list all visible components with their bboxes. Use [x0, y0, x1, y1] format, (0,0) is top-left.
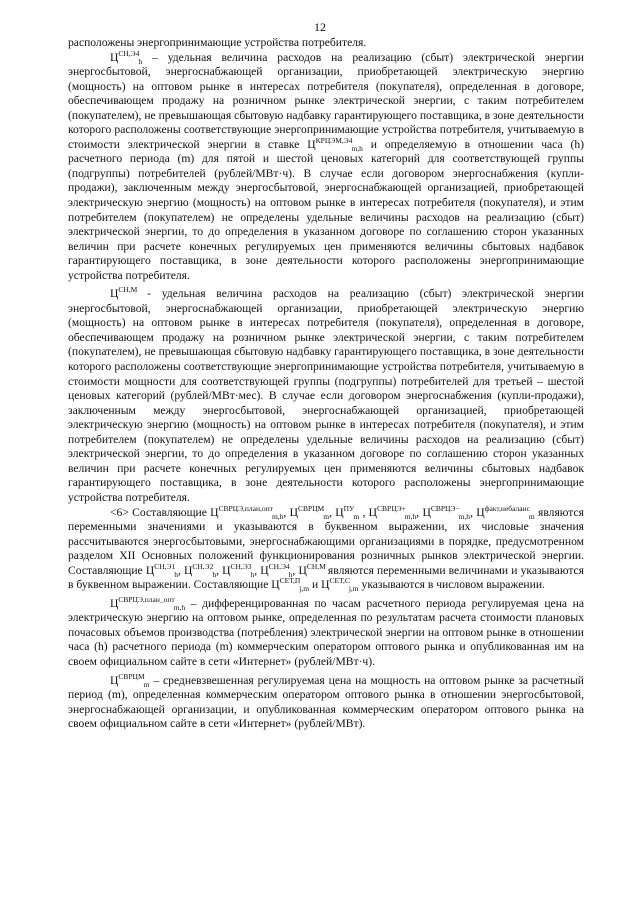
formula-symbol: $Ц^{СН,М}$	[298, 561, 326, 577]
formula-symbol: $Ц^{СЕТ,С}_{j,m}$	[321, 576, 359, 594]
formula-symbol: $Ц^{СН,Э2}_h$	[183, 561, 217, 579]
formula-symbol: $Ц^{ПУ}_m$	[335, 503, 360, 521]
formula-symbol: $Ц^{СВРЦМ}_m$	[289, 503, 330, 521]
formula-symbol: $Ц^{СН,Э1}_h$	[145, 561, 178, 579]
formula-symbol: $Ц^{СВРЦМ}_m$	[110, 671, 150, 689]
paragraph-continuation: расположены энергопринимающие устройства потребителя.	[68, 36, 367, 49]
formula-symbol: $Ц^{СВРЦЭ+}_{m,h}$	[368, 503, 417, 521]
formula-symbol: $Ц^{СВРЦЭ,план\_опт}_{m,h}$	[110, 594, 186, 612]
formula-symbol: $Ц^{СН,Э4}_h$	[260, 561, 293, 579]
formula-symbol: $Ц^{СВРЦЭ-}_{m,h}$	[422, 503, 471, 521]
document-body	[68, 36, 584, 732]
formula-symbol: $Ц^{СН,Э4}_h$	[110, 48, 143, 66]
definition-sn-e4: $Ц^{СН,Э4}_h$ – удельная величина расходов на реализацию (сбыт) электрической энергии энергосбытовой, энергоснабжающей организации, приобретающей электрическую энергию (мощность) на оптовом рынке в интересах потребителя (покупателя), определенная в договоре, обеспечивающем продажу на розничном рынке электрической энергии, с таким потребителем (покупателем), не превышающая сбытовую надбавку гарантирующего поставщика, в зоне деятельности которого расположены соответствующие энергопринимающие устройства потребителя, учитываемую в стоимости электрической энергии в ставке $Ц^{КРЦЭМ,Э4}_{m,h}$ и определяемую в отношении часа (h) расчетного периода (m) для пятой и шестой ценовых категорий для соответствующей группы (подгруппы) потребителей (рублей/МВт·ч). В случае если договором энергоснабжения (купли-продажи), заключенным между энергосбытовой, энергоснабжающей организацией, приобретающей электрическую энергию (мощность) на оптовом рынке в интересах потребителя (покупателя), и этим потребителем (покупателем) не определены удельные величины расходов на реализацию (сбыт) электрической энергии, то до определения в указанном договоре по соглашению сторон указанных величин при расчете конечных регулируемых цен применяются величины сбытовых надбавок гарантирующего поставщика, в зоне деятельности которого расположены энергопринимающие устройства потребителя.	[68, 48, 584, 282]
formula-symbol: $Ц^{СЕТ,П}_{j,m}$	[271, 576, 310, 594]
formula-symbol: $Ц^{факт,небаланс}_m$	[476, 503, 535, 521]
page-number: 12	[314, 20, 326, 34]
formula-symbol: $Ц^{СН,М}$	[110, 285, 138, 301]
definition-svrcm: $Ц^{СВРЦМ}_m$ – средневзвешенная регулируемая цена на мощность на оптовом рынке за расчетный период (m), определенная коммерческим оператором оптового рынка в отношении энергосбытовой, энергоснабжающей организации, и опубликованная коммерческим оператором оптового рынка на своем официальном сайте в сети «Интернет» (рублей/МВт).	[68, 671, 584, 731]
formula-symbol: $Ц^{СВРЦЭ,план,опт}_{m,h}$	[210, 503, 284, 521]
footnote-6: <6> Составляющие $Ц^{СВРЦЭ,план,опт}_{m,h}$, $Ц^{СВРЦМ}_m$, $Ц^{ПУ}_m$ , $Ц^{СВРЦЭ+}_{m,h}$, $Ц^{СВРЦЭ-}_{m,h}$, $Ц^{факт,небаланс}_m$ являются переменными значениями и указываются в буквенном выражении, их числовые значения рассчитываются энергосбытовыми, энергоснабжающими организациями в порядке, предусмотренном разделом XII Основных положений функционирования розничных рынков электрической энергии. Составляющие $Ц^{СН,Э1}_h$, $Ц^{СН,Э2}_h$, $Ц^{СН,Э3}_h$, $Ц^{СН,Э4}_h$, $Ц^{СН,М}$ являются переменными величинами и указываются в буквенном выражении. Составляющие $Ц^{СЕТ,П}_{j,m}$ и $Ц^{СЕТ,С}_{j,m}$ указываются в числовом выражении.	[68, 503, 585, 594]
formula-symbol: $Ц^{КРЦЭМ,Э4}_{m,h}$	[307, 135, 363, 153]
definition-svrce-plan: $Ц^{СВРЦЭ,план\_опт}_{m,h}$ – дифференцированная по часам расчетного периода регулируемая цена на электрическую энергию на оптовом рынке, определенная по результатам расчета стоимости плановых почасовых объемов производства (потребления) электрической энергии на оптовом рынке в отношении часа (h) расчетного периода (m) коммерческим оператором оптового рынка и опубликованная им на своем официальном сайте в сети «Интернет» (рублей/МВт·ч).	[68, 594, 584, 668]
definition-sn-m: $Ц^{СН,М}$ - удельная величина расходов на реализацию (сбыт) электрической энергии энергосбытовой, энергоснабжающей организации, приобретающей электрическую энергию (мощность) на оптовом рынке в интересах потребителя (покупателя), определенная в договоре, обеспечивающем продажу на розничном рынке электрической энергии, с таким потребителем (покупателем), не превышающая сбытовую надбавку гарантирующего поставщика, в зоне деятельности которого расположены соответствующие энергопринимающие устройства потребителя, учитываемую в стоимости мощности для соответствующей группы (подгруппы) потребителей для третьей – шестой ценовых категорий (рублей/МВт·мес). В случае если договором энергоснабжения (купли-продажи), заключенным между энергосбытовой, энергоснабжающей организацией, приобретающей электрическую энергию (мощность) на оптовом рынке в интересах потребителя (покупателя), и этим потребителем (покупателем) не определены удельные величины расходов на реализацию (сбыт) электрической энергии, то до определения в указанном договоре по соглашению сторон указанных величин при расчете конечных регулируемых цен применяются величины сбытовых надбавок гарантирующего поставщика, в зоне деятельности которого расположены энергопринимающие устройства потребителя.	[68, 285, 584, 504]
formula-symbol: $Ц^{СН,Э3}_h$	[222, 561, 255, 579]
